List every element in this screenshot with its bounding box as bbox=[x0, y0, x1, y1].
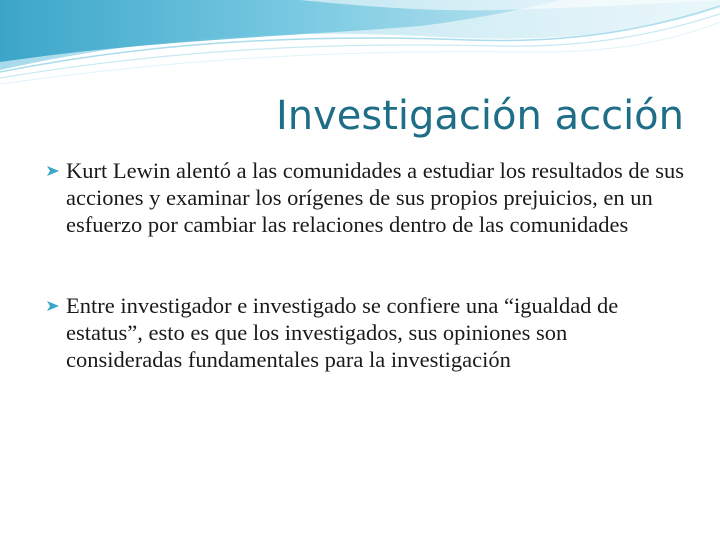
bullet-item bbox=[46, 157, 686, 238]
bullet-item bbox=[46, 292, 686, 373]
slide-title: Investigación acción bbox=[275, 93, 684, 139]
decorative-wave-header bbox=[0, 0, 720, 90]
arrow-bullet-icon bbox=[46, 165, 60, 177]
bullet-list bbox=[46, 157, 686, 373]
bullet-text: Entre investigador e investigado se confiere una “igualdad de estatus”, esto es que los investigados, sus opiniones son consideradas fundamentales para la investigación bbox=[66, 293, 619, 372]
bullet-text: Kurt Lewin alentó a las comunidades a estudiar los resultados de sus acciones y examinar los orígenes de sus propios prejuicios, en un esfuerzo por cambiar las relaciones dentro de las comunidades bbox=[66, 158, 684, 237]
arrow-bullet-icon bbox=[46, 300, 60, 312]
